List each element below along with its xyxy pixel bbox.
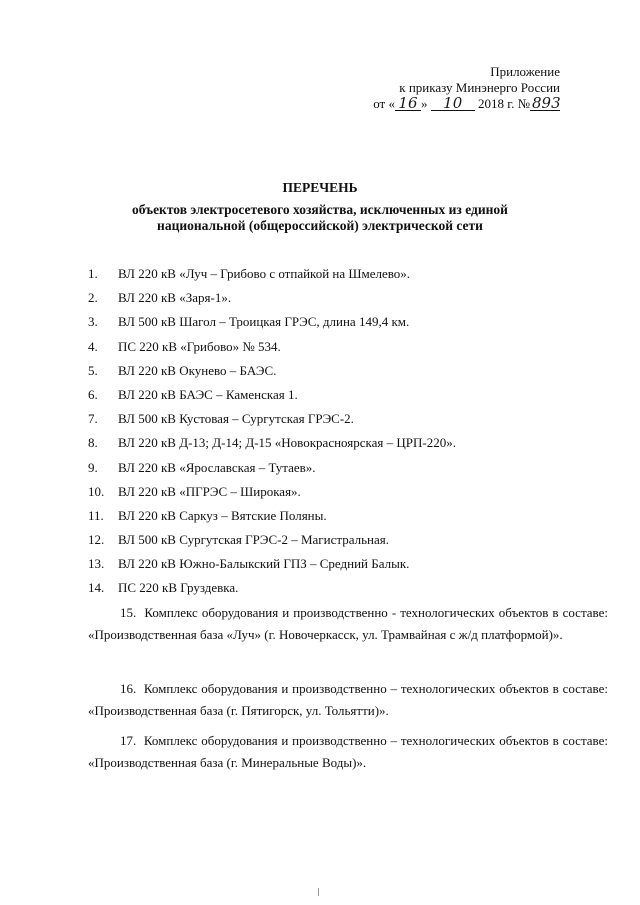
- list-item: [88, 484, 608, 508]
- paragraph-item: [88, 678, 608, 722]
- paragraph-number: 17.: [120, 733, 137, 748]
- paragraph-item: [88, 730, 608, 774]
- item-text: ВЛ 500 кВ Кустовая – Сургутская ГРЭС-2.: [118, 411, 354, 427]
- title-line-2: объектов электросетевого хозяйства, исключенных из единой: [132, 202, 508, 217]
- list-item: [88, 556, 608, 580]
- item-number: 7.: [88, 411, 98, 427]
- item-number: 11.: [88, 507, 104, 523]
- item-number: 13.: [88, 556, 105, 572]
- handwritten-day: 16: [395, 97, 421, 111]
- paragraph-text: Комплекс оборудования и производственно - технологических объектов в составе: «Производственная база «Луч» (г. Новочеркасск, ул. Трамвайная с ж/д платформой)».: [88, 605, 608, 642]
- list-item: [88, 460, 608, 484]
- paragraph-text: Комплекс оборудования и производственно – технологических объектов в составе: «Производственная база (г. Минеральные Воды)».: [88, 733, 608, 770]
- item-text: ВЛ 500 кВ Сургутская ГРЭС-2 – Магистральная.: [118, 532, 389, 548]
- list-item: [88, 363, 608, 387]
- item-number: 2.: [88, 290, 98, 306]
- document-title: [0, 180, 640, 234]
- date-quote-close: »: [420, 96, 428, 111]
- item-number: 14.: [88, 580, 105, 596]
- list-item: [88, 411, 608, 435]
- item-text: ВЛ 220 кВ Южно-Балыкский ГПЗ – Средний Балык.: [118, 556, 410, 572]
- list-item: [88, 387, 608, 411]
- item-text: ВЛ 220 кВ БАЭС – Каменская 1.: [118, 386, 298, 402]
- handwritten-month: 10: [431, 97, 475, 111]
- appendix-order-ref: к приказу Минэнерго России: [399, 80, 560, 95]
- item-number: 3.: [88, 314, 98, 330]
- list-item: [88, 266, 608, 290]
- item-number: 6.: [88, 386, 98, 402]
- item-text: ВЛ 220 кВ Окунево – БАЭС.: [118, 362, 277, 378]
- item-number: 9.: [88, 459, 98, 475]
- item-text: ВЛ 220 кВ «Луч – Грибово с отпайкой на Шмелево».: [118, 266, 411, 281]
- item-text: ВЛ 220 кВ «ПГРЭС – Широкая».: [118, 483, 301, 499]
- item-number: 5.: [88, 362, 98, 378]
- list-item: [88, 532, 608, 556]
- item-text: ВЛ 220 кВ «Ярославская – Тутаев».: [118, 459, 316, 475]
- list-item: [88, 290, 608, 314]
- paragraph-item: [88, 602, 608, 646]
- date-prefix: от «: [373, 96, 395, 111]
- item-number: 12.: [88, 532, 105, 548]
- item-text: ВЛ 500 кВ Шагол – Троицкая ГРЭС, длина 149,4 км.: [118, 314, 410, 330]
- paragraph-number: 15.: [120, 605, 137, 620]
- title-line-3: национальной (общероссийской) электрической сети: [157, 218, 483, 233]
- item-number: 1.: [88, 266, 98, 281]
- list-item: [88, 435, 608, 459]
- list-item: [88, 339, 608, 363]
- year-text: 2018 г. №: [477, 96, 530, 111]
- list-item: [88, 314, 608, 338]
- paragraph-number: 16.: [120, 681, 137, 696]
- item-text: ВЛ 220 кВ Саркуз – Вятские Поляны.: [118, 507, 327, 523]
- item-text: ПС 220 кВ Груздевка.: [118, 580, 239, 596]
- appendix-date-line: [373, 96, 560, 112]
- page-bottom-mark: [318, 888, 319, 896]
- handwritten-order-number: 893: [532, 94, 561, 112]
- title-heading: ПЕРЕЧЕНЬ: [282, 180, 358, 195]
- paragraph-text: Комплекс оборудования и производственно – технологических объектов в составе: «Производственная база (г. Пятигорск, ул. Тольятти)».: [88, 681, 608, 718]
- item-number: 4.: [88, 338, 98, 354]
- objects-list: [88, 266, 608, 605]
- list-item: [88, 580, 608, 604]
- item-number: 8.: [88, 435, 98, 451]
- appendix-label: Приложение: [490, 64, 560, 79]
- list-item: [88, 508, 608, 532]
- item-number: 10.: [88, 483, 105, 499]
- item-text: ВЛ 220 кВ «Заря-1».: [118, 290, 232, 306]
- item-text: ПС 220 кВ «Грибово» № 534.: [118, 338, 281, 354]
- item-text: ВЛ 220 кВ Д-13; Д-14; Д-15 «Новокрасноярская – ЦРП-220».: [118, 435, 456, 451]
- appendix-block: [373, 64, 560, 112]
